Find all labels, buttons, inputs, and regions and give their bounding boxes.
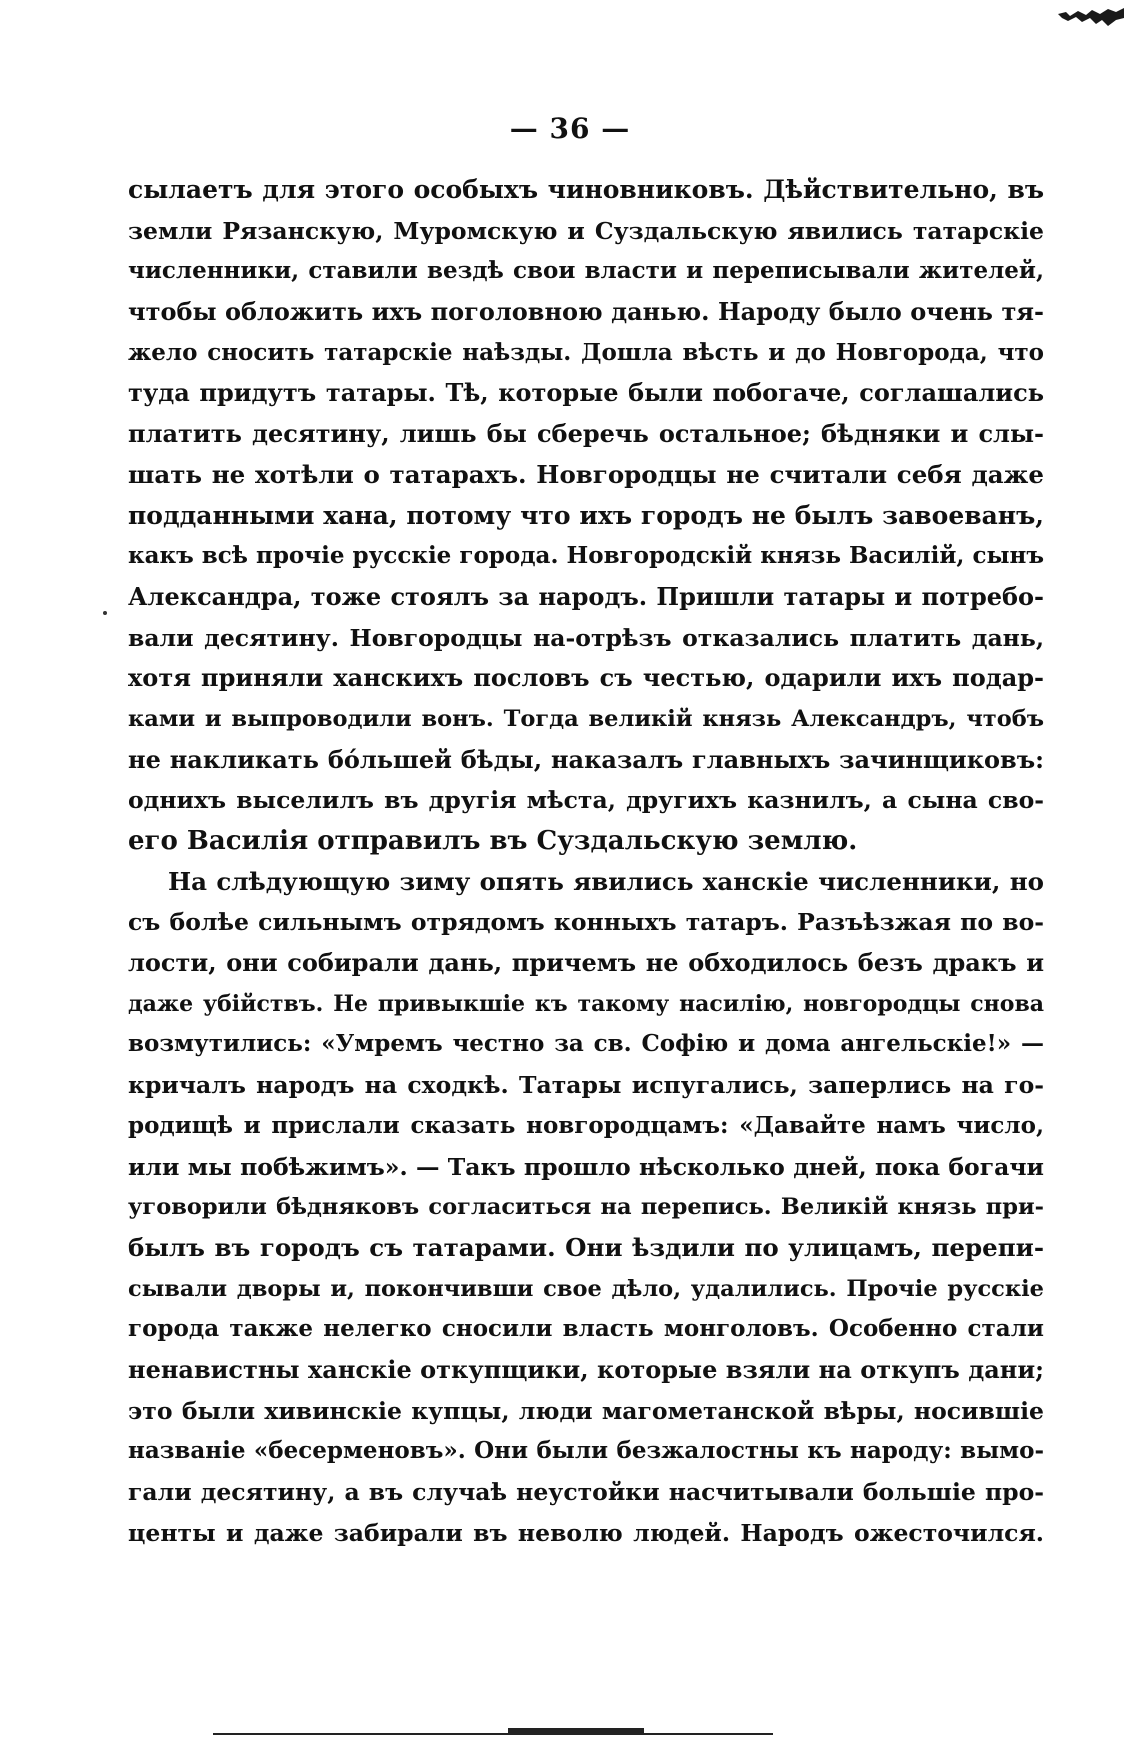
text-line: ненавистны ханскіе откупщики, которые взяли на откупъ дани; [128,1354,1044,1384]
text-line: сывали дворы и, покончивши свое дѣло, удалились. Прочіе русскіе [128,1275,1044,1302]
text-line: сылаетъ для этого особыхъ чиновниковъ. Дѣйствительно, въ [128,175,1044,204]
text-line: уговорили бѣдняковъ согласиться на перепись. Великій князь при- [128,1194,1044,1221]
text-line: туда придутъ татары. Тѣ, которые были побогаче, соглашались [128,378,1044,408]
text-line: численники, ставили вездѣ свои власти и переписывали жителей, [128,257,1044,285]
text-line: названіе «бесерменовъ». Они были безжалостны къ народу: вымо- [128,1437,1044,1465]
paragraph-1 [128,170,1044,862]
text-line: хотя приняли ханскихъ пословъ съ честью, одарили ихъ подар- [128,663,1044,693]
text-line: вали десятину. Новгородцы на-отрѣзъ отказались платить дань, [128,623,1044,652]
text-line: даже убійствъ. Не привыкшіе къ такому насилію, новгородцы снова [128,990,1044,1017]
text-line: жело сносить татарскіе наѣзды. Дошла вѣсть и до Новгорода, что [128,338,1044,366]
text-line: города также нелегко сносили власть монголовъ. Особенно стали [128,1315,1044,1343]
corner-ink-mark [1056,6,1126,28]
text-line: кричалъ народъ на сходкѣ. Татары испугались, заперлись на го- [128,1071,1044,1100]
text-line: чтобы обложить ихъ поголовною данью. Народу было очень тя- [128,297,1044,327]
text-line: съ болѣе сильнымъ отрядомъ конныхъ татаръ. Разъѣзжая по во- [128,908,1044,937]
text-line: ками и выпроводили вонъ. Тогда великій князь Александръ, чтобъ [128,705,1044,732]
bottom-divider [213,1733,773,1735]
body-text [128,170,1044,1553]
text-line: не накликать бо́льшей бѣды, наказалъ главныхъ зачинщиковъ: [128,744,1044,774]
text-line: однихъ выселилъ въ другія мѣста, другихъ казнилъ, а сына сво- [128,786,1044,815]
text-line: шать не хотѣли о татарахъ. Новгородцы не считали себя даже [128,459,1044,489]
text-line: земли Рязанскую, Муромскую и Суздальскую явились татарскіе [128,216,1044,245]
text-line: центы и даже забирали въ неволю людей. Народъ ожесточился. [128,1518,1044,1547]
text-line: или мы побѣжимъ». — Такъ прошло нѣсколько дней, пока богачи [128,1152,1044,1181]
text-line: гали десятину, а въ случаѣ неустойки насчитывали большіе про- [128,1478,1044,1506]
text-line: былъ въ городъ съ татарами. Они ѣздили по улицамъ, перепи- [128,1232,1044,1262]
text-line: платить десятину, лишь бы сберечь остальное; бѣдняки и слы- [128,419,1044,449]
text-line: родищѣ и прислали сказать новгородцамъ: «Давайте намъ число, [128,1111,1044,1139]
text-line: подданными хана, потому что ихъ городъ не былъ завоеванъ, [128,500,1044,530]
text-line: какъ всѣ прочіе русскіе города. Новгородскій князь Василій, сынъ [128,542,1044,570]
text-line: лости, они собирали дань, причемъ не обходилось безъ дракъ и [128,948,1044,978]
margin-dot [103,611,107,615]
text-line: его Василія отправилъ въ Суздальскую землю. [128,826,858,856]
text-line: это были хивинскіе купцы, люди магометанской вѣры, носившіе [128,1396,1044,1425]
text-line: На слѣдующую зиму опять явились ханскіе численники, но [168,866,1044,896]
page-number: — 36 — [509,112,631,145]
paragraph-2 [128,862,1044,1554]
bottom-divider-accent [508,1728,644,1734]
text-line: Александра, тоже стоялъ за народъ. Пришли татары и потребо- [128,581,1044,611]
text-line: возмутились: «Умремъ честно за св. Софію и дома ангельскіе!» — [128,1030,1044,1058]
